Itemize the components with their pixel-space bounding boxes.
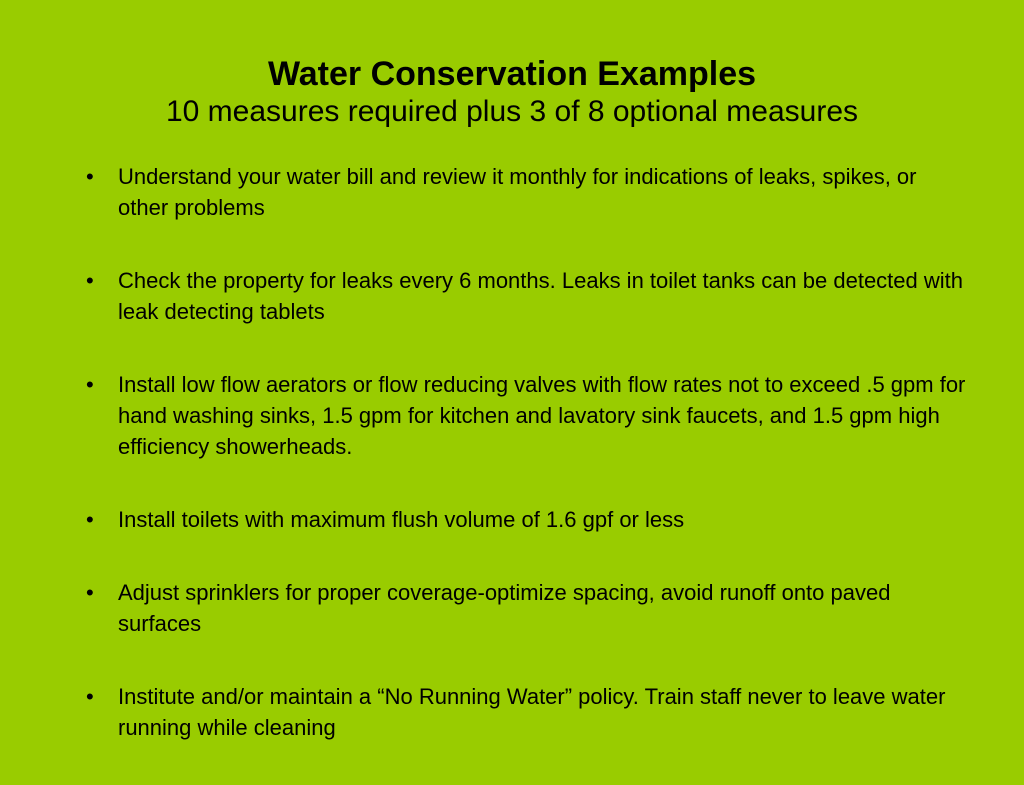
bullet-item	[86, 504, 966, 535]
bullet-text: Institute and/or maintain a “No Running Water” policy. Train staff never to leave water running while cleaning	[118, 684, 946, 740]
bullet-item	[86, 681, 966, 743]
bullet-dot-icon: •	[86, 372, 94, 397]
bullet-item	[86, 161, 966, 223]
bullet-item	[86, 369, 966, 462]
bullet-text: Install low flow aerators or flow reducing valves with flow rates not to exceed .5 gpm for hand washing sinks, 1.5 gpm for kitchen and lavatory sink faucets, and 1.5 gpm high efficiency showerheads.	[118, 372, 966, 459]
bullet-dot-icon: •	[86, 268, 94, 293]
bullet-text: Check the property for leaks every 6 months. Leaks in toilet tanks can be detected with leak detecting tablets	[118, 268, 964, 324]
bullet-text: Adjust sprinklers for proper coverage-optimize spacing, avoid runoff onto paved surfaces	[118, 580, 891, 636]
bullet-list	[86, 161, 966, 785]
slide-title: Water Conservation Examples	[267, 55, 757, 93]
bullet-item	[86, 265, 966, 327]
bullet-text: Install toilets with maximum flush volume of 1.6 gpf or less	[118, 507, 685, 532]
bullet-dot-icon: •	[86, 507, 94, 532]
slide-subtitle: 10 measures required plus 3 of 8 optional measures	[165, 95, 859, 128]
bullet-text: Understand your water bill and review it monthly for indications of leaks, spikes, or other problems	[118, 164, 917, 220]
bullet-dot-icon: •	[86, 580, 94, 605]
title-block	[0, 55, 1024, 129]
bullet-item	[86, 577, 966, 639]
bullet-dot-icon: •	[86, 684, 94, 709]
bullet-dot-icon: •	[86, 164, 94, 189]
